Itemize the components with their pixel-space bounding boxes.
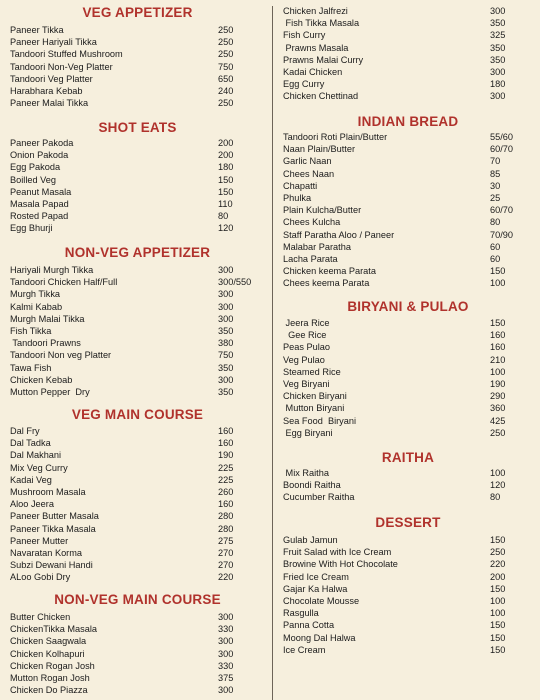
menu-item-name: Dal Makhani: [10, 450, 62, 461]
menu-item-name: Egg Curry: [283, 79, 325, 90]
menu-item-name: Mutton Rogan Josh: [10, 673, 90, 683]
menu-item-name: Naan Plain/Butter: [283, 144, 356, 155]
menu-item-name: Plain Kulcha/Butter: [283, 205, 362, 216]
menu-item-price: 150: [490, 583, 506, 594]
menu-item-name: Rosted Papad: [10, 211, 69, 222]
menu-item-name: Chicken Jalfrezi: [283, 6, 348, 16]
menu-item-price: 330: [218, 624, 234, 635]
menu-item-name: Chees Naan: [283, 168, 335, 179]
menu-item-price: 160: [490, 330, 506, 341]
menu-item-name: Egg Biryani: [283, 427, 333, 438]
menu-item-name: Chicken Biryani: [283, 391, 347, 402]
menu-item-price: 325: [490, 30, 506, 41]
menu-item-price: 350: [490, 42, 506, 53]
menu-item-name: Hariyali Murgh Tikka: [10, 265, 94, 275]
menu-item-price: 300: [218, 313, 234, 324]
menu-item-price: 220: [218, 572, 234, 583]
menu-item-price: 60: [490, 241, 501, 252]
menu-item-price: 350: [218, 387, 234, 397]
menu-item-name: Onion Pakoda: [10, 150, 69, 161]
menu-item-name: Cucumber Raitha: [283, 492, 355, 503]
menu-item-price: 55/60: [490, 132, 513, 142]
menu-item-price: 80: [490, 217, 501, 228]
menu-item-name: Malabar Paratha: [283, 241, 351, 252]
menu-item-price: 60/70: [490, 144, 513, 155]
menu-item-price: 380: [218, 338, 234, 349]
section-title-veg-main-course: VEG MAIN COURSE: [71, 407, 204, 422]
section-title-dessert: DESSERT: [375, 515, 441, 530]
menu-item-price: 60/70: [490, 205, 513, 216]
menu-item-name: Boilled Veg: [10, 174, 56, 185]
menu-item-price: 350: [218, 326, 234, 336]
menu-item-price: 300: [490, 67, 506, 77]
menu-item-name: Egg Bhurji: [10, 223, 53, 234]
menu-item-price: 280: [218, 523, 234, 534]
menu-item-price: 250: [218, 25, 234, 35]
menu-item-name: Paneer Tikka: [10, 25, 64, 35]
menu-item-price: 350: [490, 54, 506, 65]
menu-item-name: Egg Pakoda: [10, 162, 61, 173]
menu-item-name: ChickenTikka Masala: [10, 624, 97, 635]
menu-item-price: 300: [218, 265, 234, 275]
section-title-biryani-and-pulao: BIRYANI & PULAO: [347, 299, 469, 314]
menu-item-name: Dal Fry: [10, 426, 40, 436]
menu-item-price: 220: [490, 559, 506, 570]
menu-item-price: 160: [218, 438, 234, 449]
menu-item-name: Harabhara Kebab: [10, 86, 83, 96]
menu-item-price: 150: [218, 174, 234, 185]
menu-item-name: Tandoori Non-Veg Platter: [10, 61, 113, 72]
menu-item-name: Panna Cotta: [283, 620, 335, 631]
menu-item-name: Fried Ice Cream: [283, 571, 349, 582]
menu-item-name: Chicken keema Parata: [283, 266, 376, 277]
menu-item-price: 80: [218, 211, 229, 222]
menu-item-name: Paneer Pakoda: [10, 138, 74, 148]
menu-item-name: Fish Tikka: [10, 326, 52, 336]
menu-item-name: Veg Pulao: [283, 354, 325, 365]
menu-item-name: Kadai Chicken: [283, 67, 343, 77]
menu-item-price: 300: [218, 636, 234, 647]
menu-item-price: 350: [218, 362, 234, 373]
menu-item-price: 180: [218, 162, 234, 173]
menu-item-name: Sea Food Biryani: [283, 415, 357, 426]
menu-item-name: Masala Papad: [10, 199, 69, 209]
menu-item-price: 85: [490, 168, 501, 179]
menu-item-price: 160: [218, 499, 234, 510]
menu-item-price: 100: [490, 596, 506, 606]
menu-item-price: 275: [218, 535, 234, 546]
menu-item-name: Peanut Masala: [10, 186, 72, 197]
menu-item-name: Mix Veg Curry: [10, 462, 68, 473]
menu-item-price: 650: [218, 73, 234, 84]
menu-item-name: Mutton Pepper Dry: [10, 387, 90, 397]
menu-item-price: 300: [218, 612, 234, 622]
menu-item-name: Chicken Saagwala: [10, 636, 87, 647]
menu-item-price: 300: [490, 91, 506, 102]
menu-item-name: Jeera Rice: [283, 318, 330, 328]
menu-item-name: Chicken Chettinad: [283, 91, 359, 102]
menu-item-name: Fruit Salad with Ice Cream: [283, 547, 392, 558]
menu-item-price: 330: [218, 660, 234, 671]
menu-item-price: 250: [490, 547, 506, 558]
menu-item-price: 70: [490, 156, 501, 167]
menu-item-price: 100: [490, 366, 506, 377]
menu-item-name: Phulka: [283, 193, 312, 203]
menu-item-name: Chees Kulcha: [283, 217, 341, 228]
menu-item-price: 425: [490, 415, 506, 426]
menu-item-name: Prawns Masala: [283, 42, 349, 53]
menu-item-name: Chicken Rogan Josh: [10, 660, 95, 671]
menu-item-name: Dal Tadka: [10, 438, 51, 449]
menu-item-price: 80: [490, 492, 501, 503]
menu-item-price: 150: [490, 535, 506, 545]
menu-item-price: 150: [490, 632, 506, 643]
menu-item-name: Boondi Raitha: [283, 480, 341, 491]
menu-item-name: Tawa Fish: [10, 362, 52, 373]
menu-item-price: 375: [218, 673, 234, 683]
menu-item-price: 110: [218, 199, 233, 209]
menu-item-price: 210: [490, 354, 506, 365]
menu-item-name: Tandoori Roti Plain/Butter: [283, 132, 388, 142]
menu-item-price: 300: [218, 289, 234, 300]
menu-item-price: 225: [218, 474, 234, 485]
menu-item-name: Tandoori Chicken Half/Full: [10, 277, 118, 288]
menu-item-name: Garlic Naan: [283, 156, 332, 167]
column-divider: [272, 6, 273, 700]
menu-item-name: Navaratan Korma: [10, 548, 83, 558]
menu-item-price: 70/90: [490, 229, 513, 240]
menu-item-name: Chees keema Parata: [283, 278, 370, 289]
section-title-non-veg-main-course: NON-VEG MAIN COURSE: [54, 592, 221, 607]
menu-item-price: 750: [218, 350, 234, 361]
menu-item-name: Mix Raitha: [283, 468, 329, 478]
menu-item-name: Gulab Jamun: [283, 535, 338, 545]
menu-item-name: Rasgulla: [283, 608, 319, 619]
menu-item-name: Kadai Veg: [10, 474, 52, 485]
menu-item-name: Mushroom Masala: [10, 487, 86, 497]
menu-item-price: 300: [218, 301, 234, 312]
menu-item-name: Mutton Biryani: [283, 403, 345, 414]
menu-item-price: 280: [218, 511, 234, 522]
menu-item-price: 250: [218, 49, 234, 60]
menu-item-name: Gee Rice: [283, 330, 327, 341]
menu-item-price: 300: [490, 6, 506, 16]
menu-item-name: Subzi Dewani Handi: [10, 560, 93, 571]
section-title-non-veg-appetizer: NON-VEG APPETIZER: [64, 245, 211, 260]
menu-item-name: Tandoori Prawns: [10, 338, 81, 349]
menu-item-price: 120: [218, 223, 234, 234]
menu-item-price: 180: [490, 79, 506, 90]
menu-item-name: Chicken Do Piazza: [10, 685, 88, 696]
menu-item-price: 300: [218, 648, 234, 659]
menu-item-name: Fish Tikka Masala: [283, 18, 360, 29]
menu-item-name: Butter Chicken: [10, 612, 71, 622]
menu-item-price: 350: [490, 18, 506, 29]
menu-item-price: 250: [218, 98, 234, 109]
menu-item-price: 200: [218, 138, 234, 148]
menu-item-price: 150: [490, 644, 506, 655]
menu-item-price: 300: [218, 374, 234, 385]
menu-item-price: 750: [218, 61, 234, 72]
menu-item-name: Chapatti: [283, 180, 318, 191]
menu-item-price: 150: [218, 186, 234, 197]
menu-item-name: Prawns Malai Curry: [283, 54, 364, 65]
menu-item-name: Browine With Hot Chocolate: [283, 559, 398, 570]
menu-item-price: 250: [490, 427, 506, 438]
menu-item-name: Kalmi Kabab: [10, 301, 63, 312]
menu-item-price: 270: [218, 560, 234, 571]
menu-item-price: 250: [218, 37, 234, 48]
menu-item-name: Murgh Malai Tikka: [10, 313, 85, 324]
menu-item-name: Aloo Jeera: [10, 499, 54, 510]
menu-item-name: Moong Dal Halwa: [283, 632, 356, 643]
menu-item-name: Paneer Hariyali Tikka: [10, 37, 97, 48]
menu-item-name: Paneer Mutter: [10, 535, 69, 546]
section-title-veg-appetizer: VEG APPETIZER: [82, 5, 193, 20]
menu-item-price: 300: [218, 685, 234, 696]
menu-item-price: 60: [490, 254, 501, 264]
menu-item-price: 190: [218, 450, 234, 461]
menu-item-price: 100: [490, 468, 506, 478]
menu-item-name: Peas Pulao: [283, 342, 330, 353]
menu-item-price: 160: [218, 426, 234, 436]
menu-item-price: 260: [218, 487, 234, 497]
menu-item-price: 100: [490, 608, 506, 619]
menu-item-price: 120: [490, 480, 506, 491]
menu-item-name: Paneer Tikka Masala: [10, 523, 96, 534]
menu-item-name: Tandoori Veg Platter: [10, 73, 93, 84]
menu-item-name: ALoo Gobi Dry: [10, 572, 71, 583]
menu-item-name: Chicken Kolhapuri: [10, 648, 85, 659]
menu-item-price: 270: [218, 548, 234, 558]
menu-item-price: 100: [490, 278, 506, 289]
menu-item-name: Fish Curry: [283, 30, 326, 41]
menu-item-price: 360: [490, 403, 506, 414]
menu-item-price: 240: [218, 86, 234, 96]
menu-item-name: Tandoori Stuffed Mushroom: [10, 49, 123, 60]
menu-item-name: Gajar Ka Halwa: [283, 583, 348, 594]
section-title-shot-eats: SHOT EATS: [98, 120, 177, 135]
section-title-indian-bread: INDIAN BREAD: [357, 114, 459, 129]
menu-item-price: 30: [490, 180, 501, 191]
menu-item-name: Paneer Butter Masala: [10, 511, 99, 522]
menu-item-price: 300/550: [218, 277, 252, 288]
menu-item-name: Chicken Kebab: [10, 374, 73, 385]
menu-item-price: 290: [490, 391, 506, 402]
menu-item-name: Tandoori Non veg Platter: [10, 350, 112, 361]
menu-item-price: 160: [490, 342, 506, 353]
menu-item-price: 150: [490, 318, 506, 328]
menu-item-name: Ice Cream: [283, 644, 326, 655]
menu-item-price: 225: [218, 462, 234, 473]
menu-item-name: Chocolate Mousse: [283, 596, 360, 606]
menu-item-name: Lacha Parata: [283, 254, 338, 264]
menu-item-price: 150: [490, 620, 506, 631]
menu-item-price: 200: [490, 571, 506, 582]
menu-item-name: Steamed Rice: [283, 366, 341, 377]
menu-item-price: 200: [218, 150, 234, 161]
menu-item-price: 190: [490, 379, 506, 389]
menu-item-name: Paneer Malai Tikka: [10, 98, 89, 109]
menu-item-name: Murgh Tikka: [10, 289, 61, 300]
menu-item-price: 25: [490, 193, 501, 203]
menu-item-name: Veg Biryani: [283, 379, 330, 389]
menu-item-name: Staff Paratha Aloo / Paneer: [283, 229, 395, 240]
section-title-raitha: RAITHA: [381, 450, 435, 465]
menu-item-price: 150: [490, 266, 506, 277]
